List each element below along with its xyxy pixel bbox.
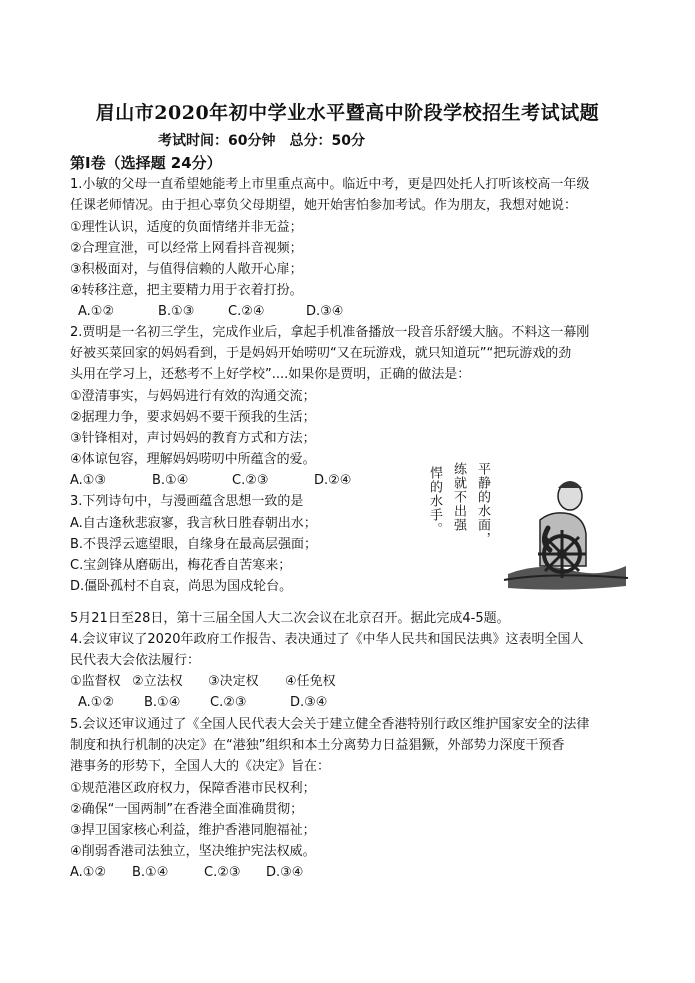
cartoon-sailor-illustration	[420, 462, 630, 592]
q1-stem-line: 任课老师情况。由于担心辜负父母期望，她开始害怕参加考试。作为朋友，我想对她说：	[70, 198, 578, 213]
q3-option-a: A.自古逢秋悲寂寥，我言秋日胜春朝出水；	[70, 516, 317, 531]
q3-stem: 3.下列诗句中，与漫画蕴含思想一致的是	[70, 494, 304, 509]
q1-option-d: D.③④	[306, 304, 344, 319]
q2-option-d: D.②④	[314, 473, 352, 488]
q4-stem-line: 4.会议审议了2020年政府工作报告、表决通过了《中华人民共和国民法典》这表明全国人	[70, 632, 584, 647]
q1-item: ③积极面对，与值得信赖的人敞开心扉；	[70, 262, 303, 277]
sailor-at-wheel-icon	[500, 462, 630, 592]
q5-option-b: B.①④	[132, 865, 169, 880]
q2-option-c: C.②③	[232, 473, 269, 488]
q5-stem-line: 港事务的形势下，全国人大的《决定》旨在：	[70, 759, 331, 774]
q5-item: ④削弱香港司法独立，坚决维护宪法权威。	[70, 844, 316, 859]
q2-stem-line: 头用在学习上，还愁考不上好学校”....如果你是贾明，正确的做法是：	[70, 367, 471, 382]
q4-option-b: B.①④	[144, 695, 181, 710]
q1-option-c: C.②④	[228, 304, 265, 319]
q2-item: ②据理力争，要求妈妈不要干预我的生活；	[70, 410, 316, 425]
q3-option-b: B.不畏浮云遮望眼，自缘身在最高层强面；	[70, 537, 318, 552]
q2-item: ①澄清事实，与妈妈进行有效的沟通交流；	[70, 389, 316, 404]
cartoon-caption-line: 悍的水手。	[427, 466, 442, 536]
q5-item: ①规范港区政府权力，保障香港市民权利；	[70, 781, 316, 796]
q1-item: ②合理宣泄，可以经常上网看抖音视频；	[70, 241, 303, 256]
q1-option-b: B.①③	[158, 304, 195, 319]
q1-option-a: A.①②	[78, 304, 115, 319]
q4-item: ③决定权	[208, 674, 259, 689]
exam-subtitle: 考试时间：60分钟 总分：50分	[158, 133, 365, 149]
q2-stem-line: 2.贾明是一名初三学生，完成作业后，拿起手机准备播放一段音乐舒缓大脑。不料这一幕刚	[70, 325, 590, 340]
q1-stem-line: 1.小敏的父母一直希望她能考上市里重点高中。临近中考，更是四处托人打听该校高一年级	[70, 177, 590, 192]
cartoon-caption-line: 平静的水面，	[475, 462, 490, 546]
q1-item: ①理性认识，适度的负面情绪并非无益；	[70, 220, 303, 235]
q5-option-a: A.①②	[70, 865, 107, 880]
cartoon-caption-line: 练就不出强	[451, 462, 466, 532]
q2-options	[70, 472, 384, 490]
q4-item: ②立法权	[132, 674, 183, 689]
q2-item: ④体谅包容，理解妈妈唠叨中所蕴含的爱。	[70, 452, 316, 467]
q5-item: ③捍卫国家核心利益，维护香港同胞福祉；	[70, 823, 316, 838]
q4-option-d: D.③④	[290, 695, 328, 710]
q5-options	[70, 864, 336, 882]
q4-items	[70, 673, 355, 691]
section-heading: 第Ⅰ卷（选择题 24分）	[70, 154, 222, 172]
q3-option-c: C.宝剑锋从磨砺出，梅花香自苦寒来；	[70, 558, 292, 573]
q2-stem-line: 好被买菜回家的妈妈看到，于是妈妈开始唠叨“又在玩游戏，就只知道玩”“把玩游戏的劲	[70, 346, 572, 361]
q4-5-intro: 5月21日至28日，第十三届全国人大二次会议在北京召开。据此完成4-5题。	[70, 611, 510, 626]
q4-option-c: C.②③	[210, 695, 247, 710]
q1-item: ④转移注意，把主要精力用于衣着打扮。	[70, 283, 303, 298]
q1-options	[78, 303, 376, 321]
q4-item: ④任免权	[285, 674, 336, 689]
q5-stem-line: 5.会议还审议通过了《全国人民代表大会关于建立健全香港特别行政区维护国家安全的法律	[70, 717, 590, 732]
q2-item: ③针锋相对，声讨妈妈的教育方式和方法；	[70, 431, 316, 446]
q5-stem-line: 制度和执行机制的决定》在“港独”组织和本土分离势力日益猖獗，外部势力深度干预香	[70, 738, 565, 753]
q2-option-b: B.①④	[152, 473, 189, 488]
q4-option-a: A.①②	[78, 695, 115, 710]
q5-option-c: C.②③	[204, 865, 241, 880]
q2-option-a: A.①③	[70, 473, 107, 488]
q3-option-d: D.僵卧孤村不自哀，尚思为国戍轮台。	[70, 579, 293, 594]
exam-title: 眉山市2020年初中学业水平暨高中阶段学校招生考试试题	[95, 102, 600, 124]
q5-option-d: D.③④	[266, 865, 304, 880]
q5-item: ②确保“一国两制”在香港全面准确贯彻；	[70, 802, 304, 817]
q4-stem-line: 民代表大会依法履行：	[70, 653, 201, 668]
q4-item: ①监督权	[70, 674, 121, 689]
q4-options	[78, 694, 360, 712]
